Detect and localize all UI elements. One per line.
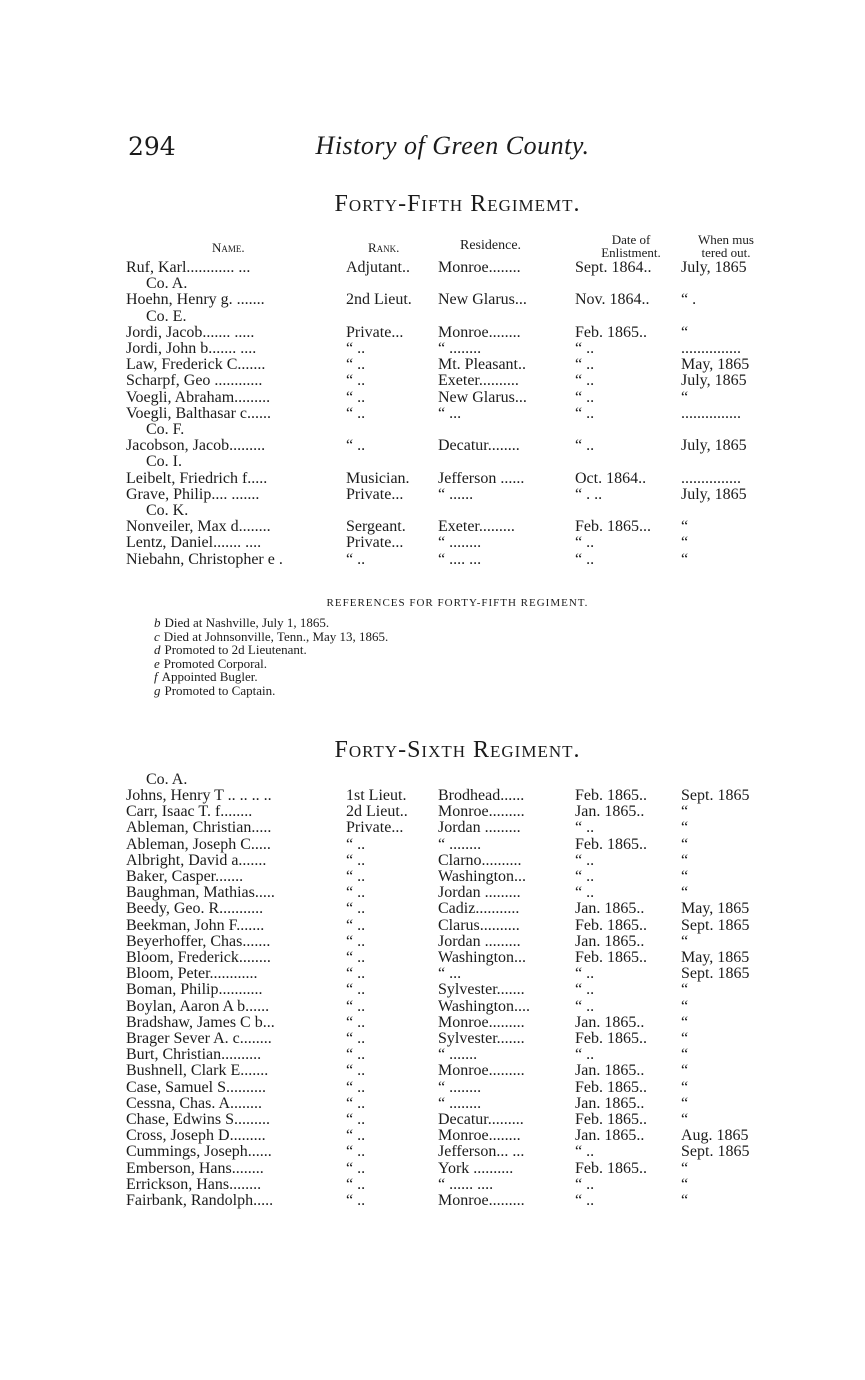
running-title: History of Green County. — [315, 131, 590, 160]
soldier-name: Beyerhoffer, Chas....... — [126, 932, 271, 950]
rank: “ .. — [346, 404, 366, 422]
soldier-name: Jordi, Jacob....... ..... — [126, 323, 255, 341]
enlistment-date: Oct. 1864.. — [575, 469, 647, 487]
table-row — [0, 900, 865, 916]
table-row — [0, 1046, 865, 1062]
company-label-text: Co. A. — [146, 275, 188, 293]
soldier-name: Jordi, John b....... .... — [126, 340, 257, 357]
table-row — [0, 787, 865, 803]
rank: Private... — [346, 485, 404, 503]
rank: “ .. — [346, 1078, 366, 1096]
mustered-out: “ — [681, 851, 689, 869]
residence: Washington... — [438, 949, 527, 966]
mustered-out: “ — [681, 388, 689, 406]
references-title: REFERENCES FOR FORTY-FIFTH REGIMENT. — [326, 597, 589, 609]
residence: Sylvester....... — [438, 1030, 525, 1047]
table-row — [0, 324, 865, 340]
company-label — [0, 275, 865, 291]
table-row — [0, 259, 865, 275]
company-label — [0, 421, 865, 437]
residence: Monroe......... — [438, 1192, 525, 1209]
table-row — [0, 1079, 865, 1095]
header-rank: Rank. — [368, 240, 400, 255]
reference-item — [154, 643, 388, 657]
rank: Private... — [346, 323, 404, 341]
enlistment-date: Jan. 1865.. — [575, 1062, 645, 1080]
company-label-text: Co. I. — [146, 453, 182, 471]
residence: “ ....... — [438, 1046, 478, 1064]
soldier-name: Law, Frederick C....... — [126, 356, 266, 374]
residence: Clarus.......... — [438, 916, 520, 934]
mustered-out: July, 1865 — [681, 437, 747, 455]
table-row — [0, 933, 865, 949]
enlistment-date: “ . .. — [575, 485, 603, 503]
reference-item — [154, 616, 388, 630]
table-row — [0, 981, 865, 997]
enlistment-date: Feb. 1865.. — [575, 949, 647, 966]
table-row — [0, 437, 865, 453]
company-label — [0, 502, 865, 518]
mustered-out: ............... — [681, 469, 741, 487]
reference-key: b — [154, 615, 161, 630]
header-date-line1: Date of — [611, 232, 651, 247]
rank: “ .. — [346, 932, 366, 950]
company-label-text: Co. A. — [146, 771, 188, 788]
mustered-out: ............... — [681, 340, 741, 357]
enlistment-date: Sept. 1864.. — [575, 259, 652, 276]
rank: “ .. — [346, 1013, 366, 1031]
mustered-out: July, 1865 — [681, 372, 747, 390]
soldier-name: Bradshaw, James C b... — [126, 1013, 275, 1031]
enlistment-date: Jan. 1865.. — [575, 803, 645, 821]
residence: Monroe........ — [438, 323, 521, 341]
residence: Brodhead...... — [438, 787, 525, 804]
residence: “ .... ... — [438, 550, 482, 568]
mustered-out: “ — [681, 550, 689, 568]
table-row — [0, 291, 865, 307]
enlistment-date: “ .. — [575, 981, 595, 999]
company-label — [0, 453, 865, 469]
mustered-out: “ — [681, 803, 689, 821]
rank: “ .. — [346, 1143, 366, 1161]
residence: Washington... — [438, 868, 527, 885]
rank: “ .. — [346, 388, 366, 406]
rank: “ .. — [346, 550, 366, 568]
table-row — [0, 1062, 865, 1078]
header-mustered-out — [683, 233, 769, 259]
table-row — [0, 1192, 865, 1208]
enlistment-date: “ .. — [575, 340, 595, 357]
residence: “ ... — [438, 404, 462, 422]
enlistment-date: “ .. — [575, 819, 595, 837]
table-row — [0, 803, 865, 819]
residence: Jordan ......... — [438, 884, 521, 902]
soldier-name: Errickson, Hans........ — [126, 1175, 262, 1193]
residence: Exeter......... — [438, 518, 515, 536]
enlistment-date: “ .. — [575, 437, 595, 455]
soldier-name: Beedy, Geo. R........... — [126, 900, 264, 918]
mustered-out: “ — [681, 981, 689, 999]
residence: Jefferson ...... — [438, 469, 525, 487]
residence: Monroe......... — [438, 1013, 525, 1031]
soldier-name: Cummings, Joseph...... — [126, 1143, 272, 1161]
rank: “ .. — [346, 1094, 366, 1112]
soldier-name: Ableman, Christian..... — [126, 819, 272, 837]
table-row — [0, 1176, 865, 1192]
soldier-name: Bloom, Frederick........ — [126, 949, 271, 966]
rank: “ .. — [346, 900, 366, 918]
mustered-out: Sept. 1865 — [681, 916, 750, 934]
table-row — [0, 470, 865, 486]
mustered-out: “ — [681, 932, 689, 950]
reference-text: Died at Johnsonville, Tenn., May 13, 1865. — [163, 628, 389, 644]
enlistment-date: Feb. 1865.. — [575, 323, 647, 341]
rank: “ .. — [346, 1192, 366, 1209]
enlistment-date: “ .. — [575, 868, 595, 885]
table-row — [0, 917, 865, 933]
enlistment-date: “ .. — [575, 404, 595, 422]
enlistment-date: “ .. — [575, 1175, 595, 1193]
reference-text: Promoted Corporal. — [163, 655, 268, 671]
mustered-out: “ — [681, 1094, 689, 1112]
residence: Sylvester....... — [438, 981, 525, 999]
residence: Monroe........ — [438, 259, 521, 276]
soldier-name: Scharpf, Geo ............ — [126, 372, 263, 390]
enlistment-date: “ .. — [575, 1143, 595, 1161]
rank: Private... — [346, 534, 404, 552]
soldier-name: Emberson, Hans........ — [126, 1159, 264, 1177]
table-row — [0, 1111, 865, 1127]
residence: Exeter.......... — [438, 372, 519, 390]
soldier-name: Carr, Isaac T. f........ — [126, 803, 253, 821]
mustered-out: “ — [681, 1046, 689, 1064]
reference-item — [154, 670, 388, 684]
residence: New Glarus... — [438, 388, 527, 406]
mustered-out: “ — [681, 868, 689, 885]
table-row — [0, 965, 865, 981]
residence: “ ...... — [438, 485, 474, 503]
rank: “ .. — [346, 997, 366, 1015]
residence: Monroe......... — [438, 1062, 525, 1080]
table-row — [0, 518, 865, 534]
residence: Mt. Pleasant.. — [438, 356, 526, 374]
rank: “ .. — [346, 949, 366, 966]
residence: “ ...... .... — [438, 1175, 494, 1193]
residence: Decatur......... — [438, 1111, 524, 1128]
soldier-name: Albright, David a....... — [126, 851, 267, 869]
soldier-name: Bushnell, Clark E....... — [126, 1062, 269, 1080]
enlistment-date: Feb. 1865.. — [575, 1030, 647, 1047]
soldier-name: Case, Samuel S.......... — [126, 1078, 266, 1096]
enlistment-date: Feb. 1865.. — [575, 1159, 647, 1177]
table-row — [0, 372, 865, 388]
soldier-name: Chase, Edwins S......... — [126, 1111, 270, 1128]
rank: Sergeant. — [346, 518, 406, 536]
mustered-out: “ — [681, 1078, 689, 1096]
enlistment-date: Nov. 1864.. — [575, 291, 650, 309]
reference-key: f — [154, 669, 158, 685]
company-label-text: Co. E. — [146, 307, 187, 325]
residence: “ ........ — [438, 835, 482, 853]
mustered-out: May, 1865 — [681, 949, 750, 966]
mustered-out: “ — [681, 835, 689, 853]
mustered-out: July, 1865 — [681, 485, 747, 503]
enlistment-date: Feb. 1865.. — [575, 1111, 647, 1128]
header-out-line1: When mus — [698, 232, 754, 247]
enlistment-date: “ .. — [575, 356, 595, 374]
enlistment-date: Feb. 1865.. — [575, 916, 647, 934]
enlistment-date: Jan. 1865.. — [575, 932, 645, 950]
soldier-name: Ableman, Joseph C..... — [126, 835, 271, 853]
soldier-name: Brager Sever A. c........ — [126, 1030, 272, 1047]
table-row — [0, 819, 865, 835]
table-row — [0, 852, 865, 868]
reference-key: g — [154, 682, 161, 698]
soldier-name: Cross, Joseph D......... — [126, 1127, 266, 1145]
soldier-name: Nonveiler, Max d........ — [126, 518, 271, 536]
rank: “ .. — [346, 851, 366, 869]
table-row — [0, 1030, 865, 1046]
enlistment-date: “ .. — [575, 1046, 595, 1064]
mustered-out: Sept. 1865 — [681, 965, 750, 983]
table-row — [0, 949, 865, 965]
soldier-name: Jacobson, Jacob......... — [126, 437, 266, 455]
rank: “ .. — [346, 340, 366, 357]
enlistment-date: Jan. 1865.. — [575, 1013, 645, 1031]
enlistment-date: Feb. 1865... — [575, 518, 651, 536]
table-row — [0, 1143, 865, 1159]
rank: “ .. — [346, 372, 366, 390]
company-label — [0, 308, 865, 324]
residence: “ ........ — [438, 534, 482, 552]
table-row — [0, 356, 865, 372]
soldier-name: Fairbank, Randolph..... — [126, 1192, 274, 1209]
residence: Clarno.......... — [438, 851, 522, 869]
page-number: 294 — [128, 132, 176, 161]
mustered-out: “ — [681, 884, 689, 902]
soldier-name: Baker, Casper....... — [126, 868, 244, 885]
mustered-out: “ — [681, 1192, 689, 1209]
table-row — [0, 551, 865, 567]
company-label-text: Co. F. — [146, 421, 185, 438]
enlistment-date: “ .. — [575, 372, 595, 390]
reference-text: Promoted to 2d Lieutenant. — [164, 642, 307, 658]
table-row — [0, 868, 865, 884]
header-date — [586, 233, 676, 259]
reference-item — [154, 684, 388, 698]
mustered-out: July, 1865 — [681, 259, 747, 276]
mustered-out: Sept. 1865 — [681, 1143, 750, 1161]
reference-text: Appointed Bugler. — [161, 669, 258, 685]
residence: York .......... — [438, 1159, 514, 1177]
rank: Private... — [346, 819, 404, 837]
rank: “ .. — [346, 1030, 366, 1047]
residence: “ ........ — [438, 1094, 482, 1112]
rank: “ .. — [346, 916, 366, 934]
soldier-name: Johns, Henry T .. .. .. .. — [126, 787, 272, 804]
references-list — [154, 616, 388, 698]
mustered-out: “ — [681, 1013, 689, 1031]
rank: “ .. — [346, 1175, 366, 1193]
rank: 2nd Lieut. — [346, 291, 412, 309]
mustered-out: May, 1865 — [681, 900, 750, 918]
soldier-name: Ruf, Karl............ ... — [126, 259, 251, 276]
enlistment-date: Jan. 1865.. — [575, 1127, 645, 1145]
mustered-out: Aug. 1865 — [681, 1127, 749, 1145]
header-residence: Residence. — [460, 238, 522, 253]
soldier-name: Baughman, Mathias..... — [126, 884, 275, 902]
rank: “ .. — [346, 1127, 366, 1145]
table-row — [0, 1127, 865, 1143]
mustered-out: “ — [681, 1062, 689, 1080]
residence: Monroe......... — [438, 803, 525, 821]
residence: Monroe........ — [438, 1127, 521, 1145]
rank: “ .. — [346, 981, 366, 999]
reference-key: d — [154, 642, 161, 658]
mustered-out: May, 1865 — [681, 356, 750, 374]
soldier-name: Cessna, Chas. A........ — [126, 1094, 262, 1112]
section-title-46th: Forty-Sixth Regiment. — [334, 737, 581, 763]
rank: 1st Lieut. — [346, 787, 407, 804]
mustered-out: “ — [681, 323, 689, 341]
table-row — [0, 1014, 865, 1030]
rank: “ .. — [346, 437, 366, 455]
residence: Jordan ......... — [438, 819, 521, 837]
mustered-out: Sept. 1865 — [681, 787, 750, 804]
enlistment-date: “ .. — [575, 884, 595, 902]
table-row — [0, 405, 865, 421]
mustered-out: “ — [681, 997, 689, 1015]
residence: Cadiz........... — [438, 900, 520, 918]
rank: Adjutant.. — [346, 259, 410, 276]
enlistment-date: “ .. — [575, 1192, 595, 1209]
rank: Musician. — [346, 469, 410, 487]
mustered-out: “ — [681, 534, 689, 552]
reference-text: Promoted to Captain. — [164, 682, 276, 698]
enlistment-date: Feb. 1865.. — [575, 835, 647, 853]
residence: Jordan ......... — [438, 932, 521, 950]
rank: “ .. — [346, 1046, 366, 1064]
enlistment-date: “ .. — [575, 851, 595, 869]
soldier-name: Voegli, Abraham......... — [126, 388, 271, 406]
soldier-name: Bloom, Peter............ — [126, 965, 258, 983]
table-row — [0, 836, 865, 852]
mustered-out: “ — [681, 1159, 689, 1177]
mustered-out: “ — [681, 1111, 689, 1128]
soldier-name: Burt, Christian.......... — [126, 1046, 262, 1064]
soldier-name: Hoehn, Henry g. ....... — [126, 291, 265, 309]
enlistment-date: “ .. — [575, 965, 595, 983]
table-row — [0, 884, 865, 900]
table-row — [0, 1160, 865, 1176]
residence: New Glarus... — [438, 291, 527, 309]
header-name: Name. — [212, 240, 245, 255]
soldier-name: Grave, Philip.... ....... — [126, 485, 260, 503]
soldier-name: Beekman, John F....... — [126, 916, 265, 934]
section-title-45th: Forty-Fifth Regimemt. — [334, 191, 581, 217]
residence: “ ... — [438, 965, 462, 983]
soldier-name: Boylan, Aaron A b...... — [126, 997, 270, 1015]
enlistment-date: Jan. 1865.. — [575, 900, 645, 918]
rank: “ .. — [346, 868, 366, 885]
mustered-out: “ — [681, 518, 689, 536]
enlistment-date: Feb. 1865.. — [575, 787, 647, 804]
table-row — [0, 1095, 865, 1111]
enlistment-date: “ .. — [575, 534, 595, 552]
enlistment-date: “ .. — [575, 997, 595, 1015]
reference-text: Died at Nashville, July 1, 1865. — [164, 615, 330, 630]
enlistment-date: Feb. 1865.. — [575, 1078, 647, 1096]
enlistment-date: “ .. — [575, 550, 595, 568]
company-label — [0, 771, 865, 787]
header-out-line2: tered out. — [701, 245, 751, 260]
mustered-out: ............... — [681, 404, 741, 422]
residence: “ ........ — [438, 1078, 482, 1096]
table-row — [0, 486, 865, 502]
residence: “ ........ — [438, 340, 482, 357]
rank: “ .. — [346, 356, 366, 374]
table-row — [0, 389, 865, 405]
enlistment-date: Jan. 1865.. — [575, 1094, 645, 1112]
table-row — [0, 340, 865, 356]
reference-key: e — [154, 655, 160, 671]
reference-key: c — [154, 628, 160, 644]
rank: “ .. — [346, 1111, 366, 1128]
company-label-text: Co. K. — [146, 502, 189, 519]
residence: Washington.... — [438, 997, 531, 1015]
soldier-name: Lentz, Daniel....... .... — [126, 534, 262, 552]
reference-item — [154, 657, 388, 671]
rank: “ .. — [346, 1062, 366, 1080]
rank: 2d Lieut.. — [346, 803, 408, 821]
residence: Jefferson... ... — [438, 1143, 525, 1161]
header-date-line2: Enlistment. — [601, 245, 661, 260]
rank: “ .. — [346, 884, 366, 902]
reference-item — [154, 630, 388, 644]
mustered-out: “ — [681, 1030, 689, 1047]
soldier-name: Leibelt, Friedrich f..... — [126, 469, 268, 487]
soldier-name: Boman, Philip........... — [126, 981, 263, 999]
soldier-name: Voegli, Balthasar c...... — [126, 404, 272, 422]
rank: “ .. — [346, 1159, 366, 1177]
mustered-out: “ . — [681, 291, 697, 309]
soldier-name: Niebahn, Christopher e . — [126, 550, 283, 568]
mustered-out: “ — [681, 1175, 689, 1193]
table-row — [0, 998, 865, 1014]
table-row — [0, 534, 865, 550]
residence: Decatur........ — [438, 437, 520, 455]
enlistment-date: “ .. — [575, 388, 595, 406]
mustered-out: “ — [681, 819, 689, 837]
rank: “ .. — [346, 965, 366, 983]
rank: “ .. — [346, 835, 366, 853]
